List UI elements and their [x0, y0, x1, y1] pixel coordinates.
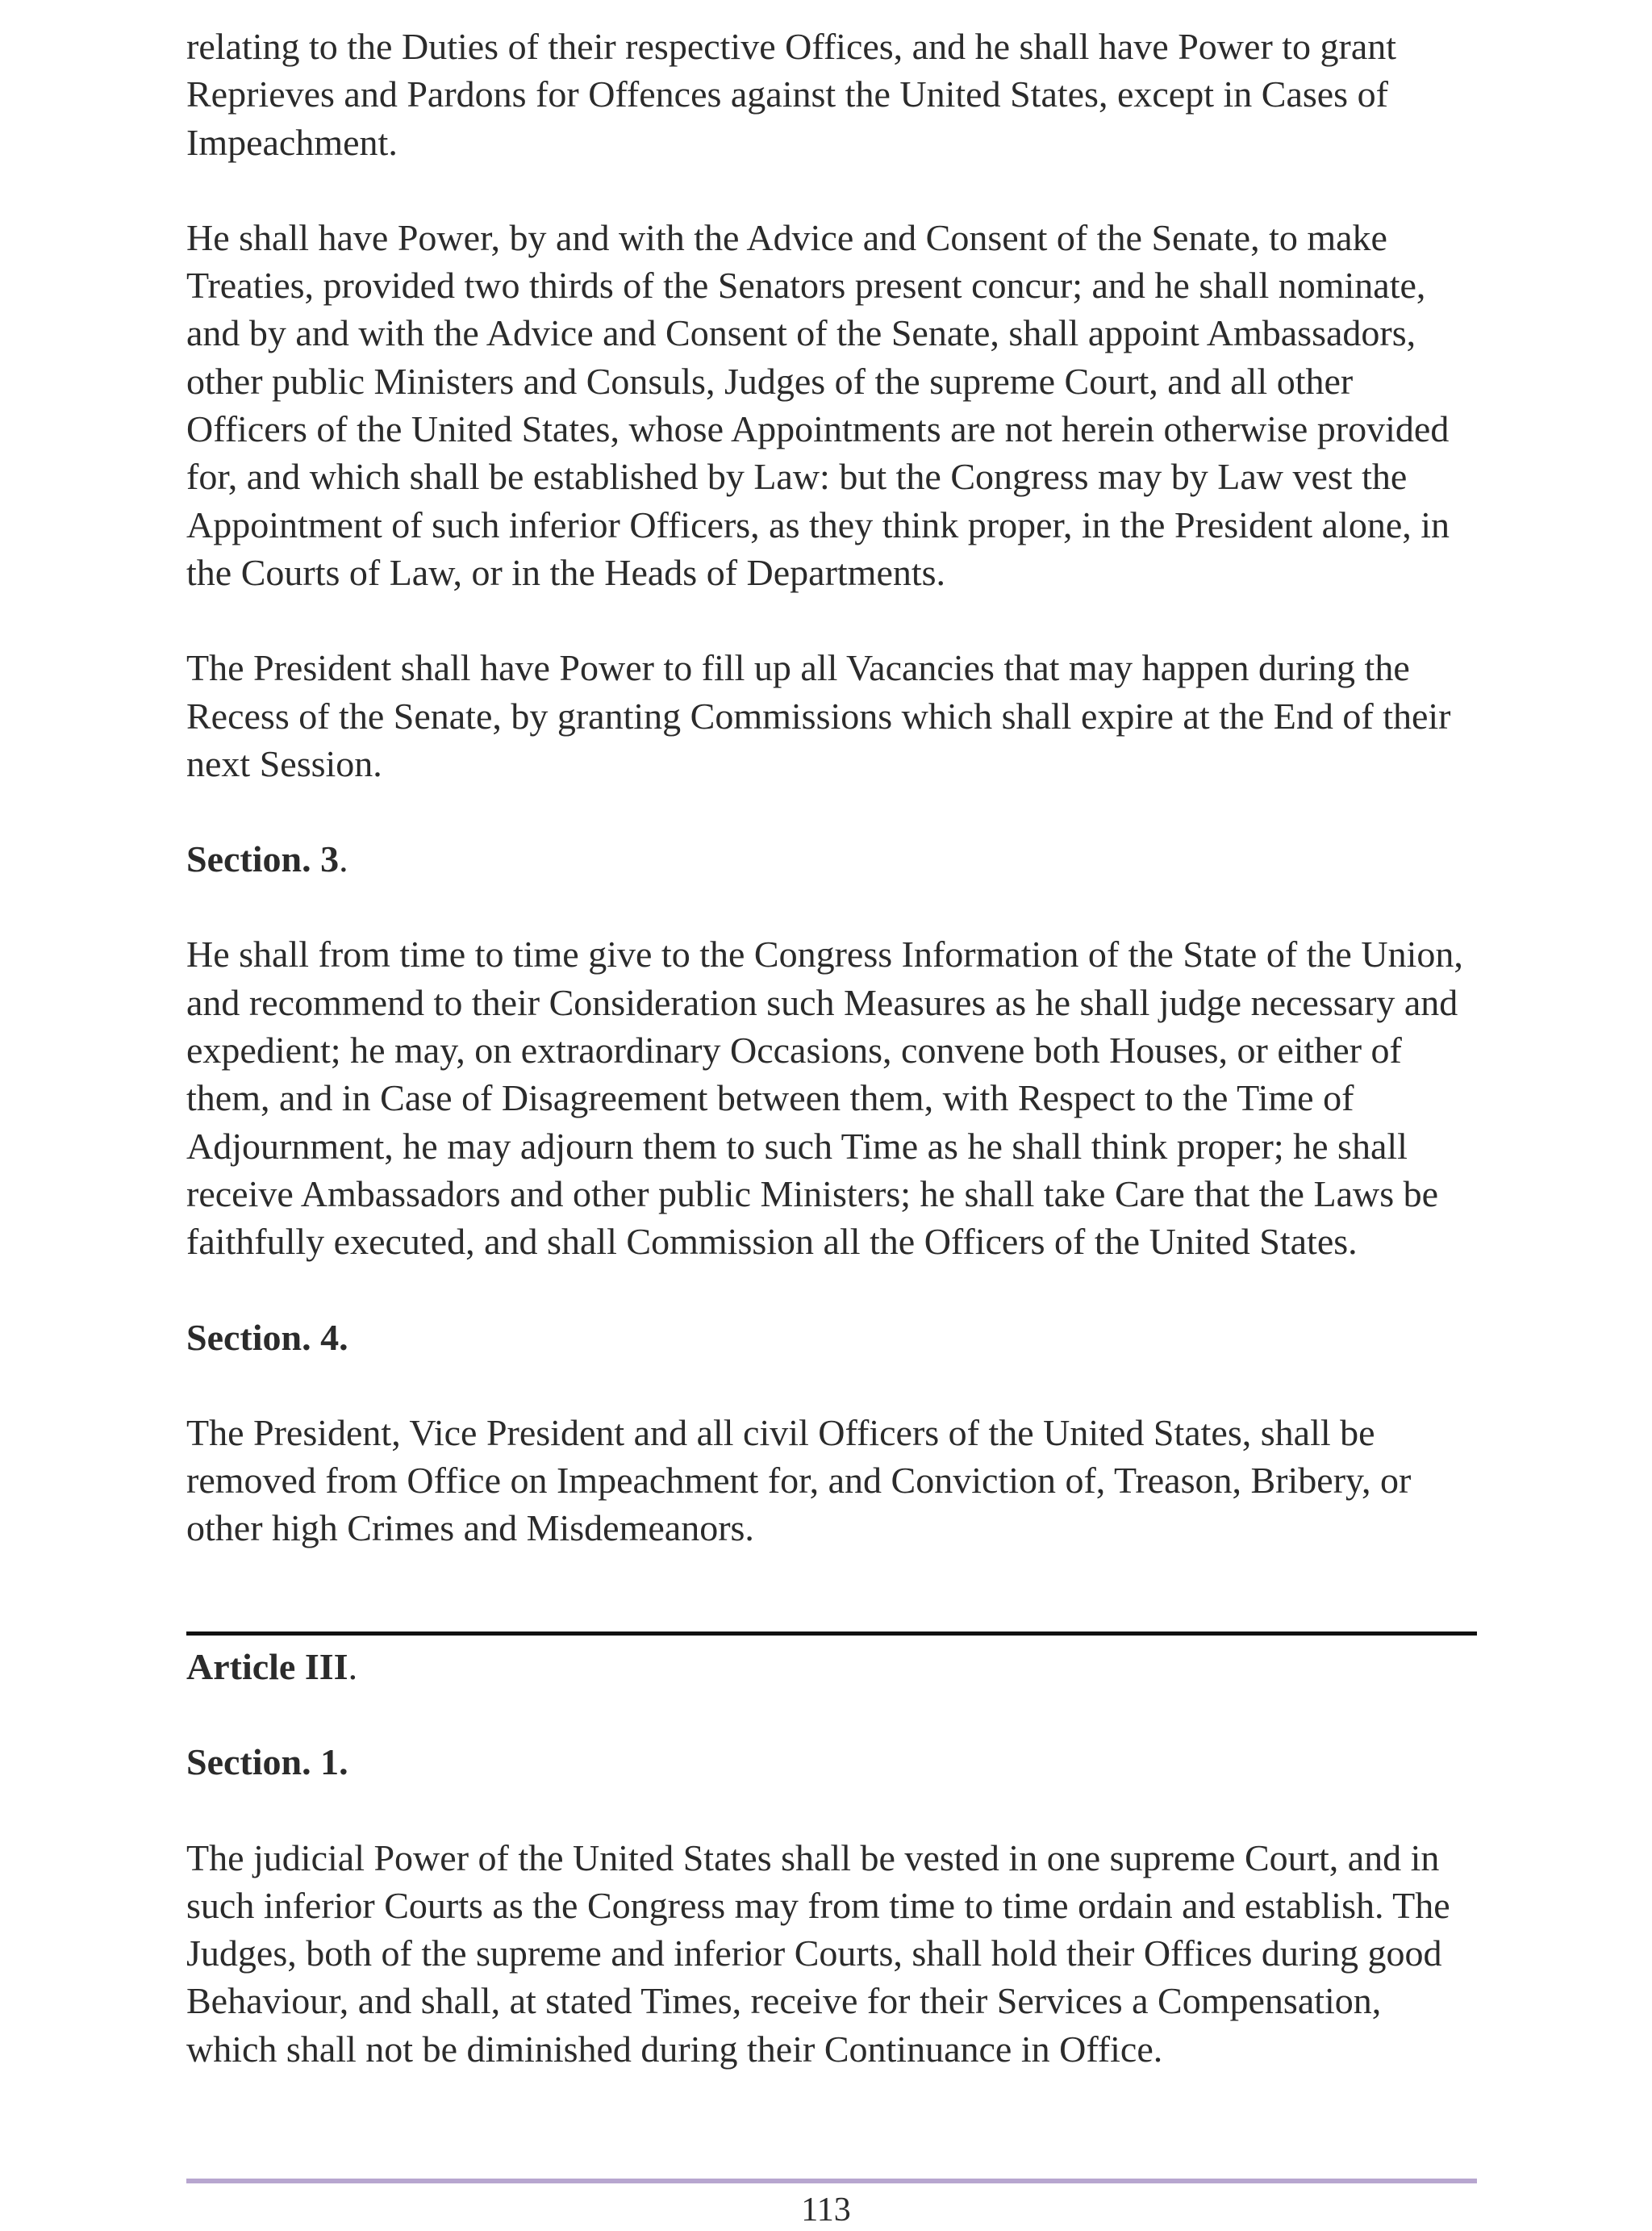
document-body [186, 23, 1477, 1600]
paragraph-pardons: relating to the Duties of their respective Offices, and he shall have Power to grant Reprieves and Pardons for Offences against the United States, except in Cases of Impeachment. [186, 26, 1397, 163]
section-4-heading [186, 1314, 1477, 1361]
page-number: 113 [801, 2191, 851, 2229]
section-3-heading-label: Section. 3 [186, 838, 340, 880]
article-divider [186, 1631, 1477, 1636]
article-3-heading-suffix: . [348, 1646, 358, 1687]
section-4-text: The President, Vice President and all civil Officers of the United States, shall be removed from Office on Impeachment for, and Conviction of, Treason, Bribery, or other high Crimes and Misdemeanors. [186, 1411, 1412, 1549]
section-3-heading [186, 835, 1477, 883]
section-3-text: He shall from time to time give to the Congress Information of the State of the Union, and recommend to their Consideration such Measures as he shall judge necessary and expedient; he may, on extraordinary Occasions, convene both Houses, or either of them, and in Case of Disagreement between them, with Respect to the Time of Adjournment, he may adjourn them to such Time as he shall think proper; he shall receive Ambassadors and other public Ministers; he shall take Care that the Laws be faithfully executed, and shall Commission all the Officers of the United States. [186, 934, 1463, 1263]
section-3-heading-suffix: . [339, 838, 348, 880]
article-3 [186, 1643, 1477, 2120]
section-4-heading-label: Section. 4. [186, 1316, 348, 1358]
paragraph-treaties-appointments: He shall have Power, by and with the Advice and Consent of the Senate, to make Treaties, provided two thirds of the Senators present concur; and he shall nominate, and by and with the Advice and Consent of the Senate, shall appoint Ambassadors, other public Ministers and Consuls, Judges of the supreme Court, and all other Officers of the United States, whose Appointments are not herein otherwise provided for, and which shall be established by Law: but the Congress may by Law vest the Appointment of such inferior Officers, as they think proper, in the President alone, in the Courts of Law, or in the Heads of Departments. [186, 216, 1450, 593]
article-3-section-1-heading [186, 1738, 1477, 1786]
footer-divider [186, 2179, 1477, 2183]
paragraph-vacancies: The President shall have Power to fill up all Vacancies that may happen during the Recess of the Senate, by granting Commissions which shall expire at the End of their next Session. [186, 647, 1451, 784]
article-3-section-1-heading-label: Section. 1. [186, 1741, 348, 1783]
article-3-heading [186, 1643, 1477, 1690]
article-3-heading-label: Article III [186, 1646, 348, 1687]
article-3-section-1-text: The judicial Power of the United States shall be vested in one supreme Court, and in such inferior Courts as the Congress may from time to time ordain and establish. The Judges, both of the supreme and inferior Courts, shall hold their Offices during good Behaviour, and shall, at stated Times, receive for their Services a Compensation, which shall not be diminished during their Continuance in Office. [186, 1836, 1450, 2070]
